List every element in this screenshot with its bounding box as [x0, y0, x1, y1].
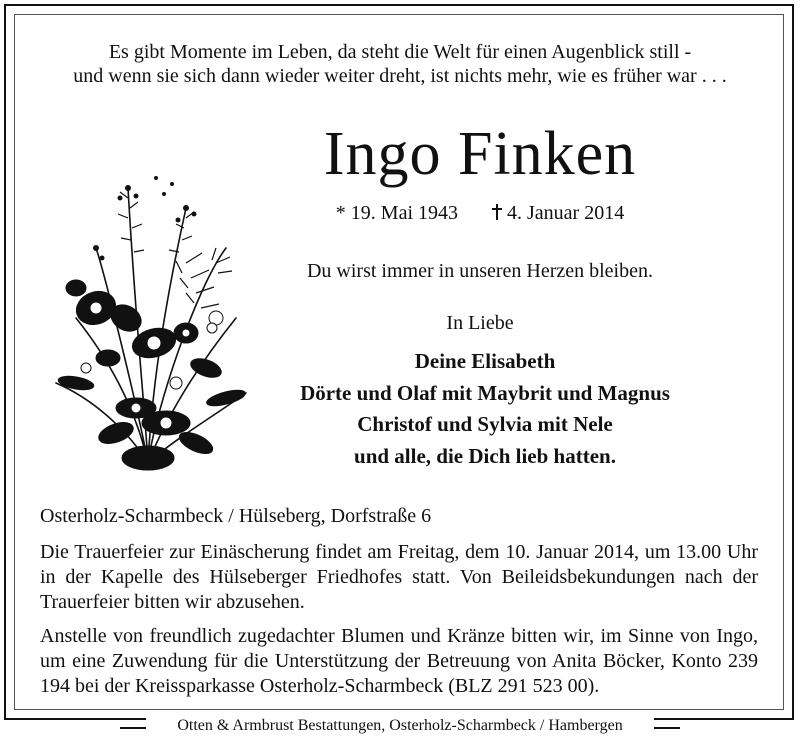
death-date: 4. Januar 2014 — [507, 202, 625, 224]
opening-quote — [20, 40, 780, 88]
life-dates — [280, 200, 680, 226]
mourner-line: Dörte und Olaf mit Maybrit und Magnus — [300, 380, 670, 405]
flower-bouquet-illustration — [36, 168, 260, 478]
undertaker-footer: Otten & Armbrust Bestattungen, Osterholz-Scharmbeck / Hambergen — [146, 716, 654, 736]
farewell-line: Du wirst immer in unseren Herzen bleiben. — [306, 260, 653, 282]
death-date-wrap — [491, 202, 624, 224]
mourner-line: Christof und Sylvia mit Nele — [357, 412, 613, 436]
cross-icon — [491, 204, 503, 220]
footer-rule-left — [120, 727, 146, 729]
mourner-line: Deine Elisabeth — [414, 349, 556, 373]
mourners-list — [255, 346, 715, 472]
birth-date: * 19. Mai 1943 — [335, 202, 458, 224]
deceased-name: Ingo Finken — [323, 120, 637, 188]
in-love-line: In Liebe — [446, 312, 514, 334]
quote-line-1: Es gibt Momente im Leben, da steht die Welt für einen Augenblick still - — [108, 41, 692, 63]
footer-rule-right — [654, 727, 680, 729]
mourner-line: und alle, die Dich lieb hatten. — [354, 443, 616, 468]
donation-info-paragraph: Anstelle von freundlich zugedachter Blumen und Kränze bitten wir, im Sinne von Ingo, um eine Zuwendung für die Unterstützung der Betreuung von Anita Böcker, Konto 239 194 bei der Kreissparkasse Osterholz-Scharmbeck (BLZ 291 523 00). — [40, 625, 758, 697]
funeral-info-paragraph: Die Trauerfeier zur Einäscherung findet am Freitag, dem 10. Januar 2014, um 13.00 Uhr in der Kapelle des Hülseberger Friedhofes statt. Von Beileidsbekundungen nach der Trauerfeier bitten wir abzusehen. — [40, 541, 758, 613]
quote-line-2: und wenn sie sich dann wieder weiter dreht, ist nichts mehr, wie es früher war . . . — [73, 65, 727, 87]
address-line: Osterholz-Scharmbeck / Hülseberg, Dorfstraße 6 — [40, 505, 432, 527]
